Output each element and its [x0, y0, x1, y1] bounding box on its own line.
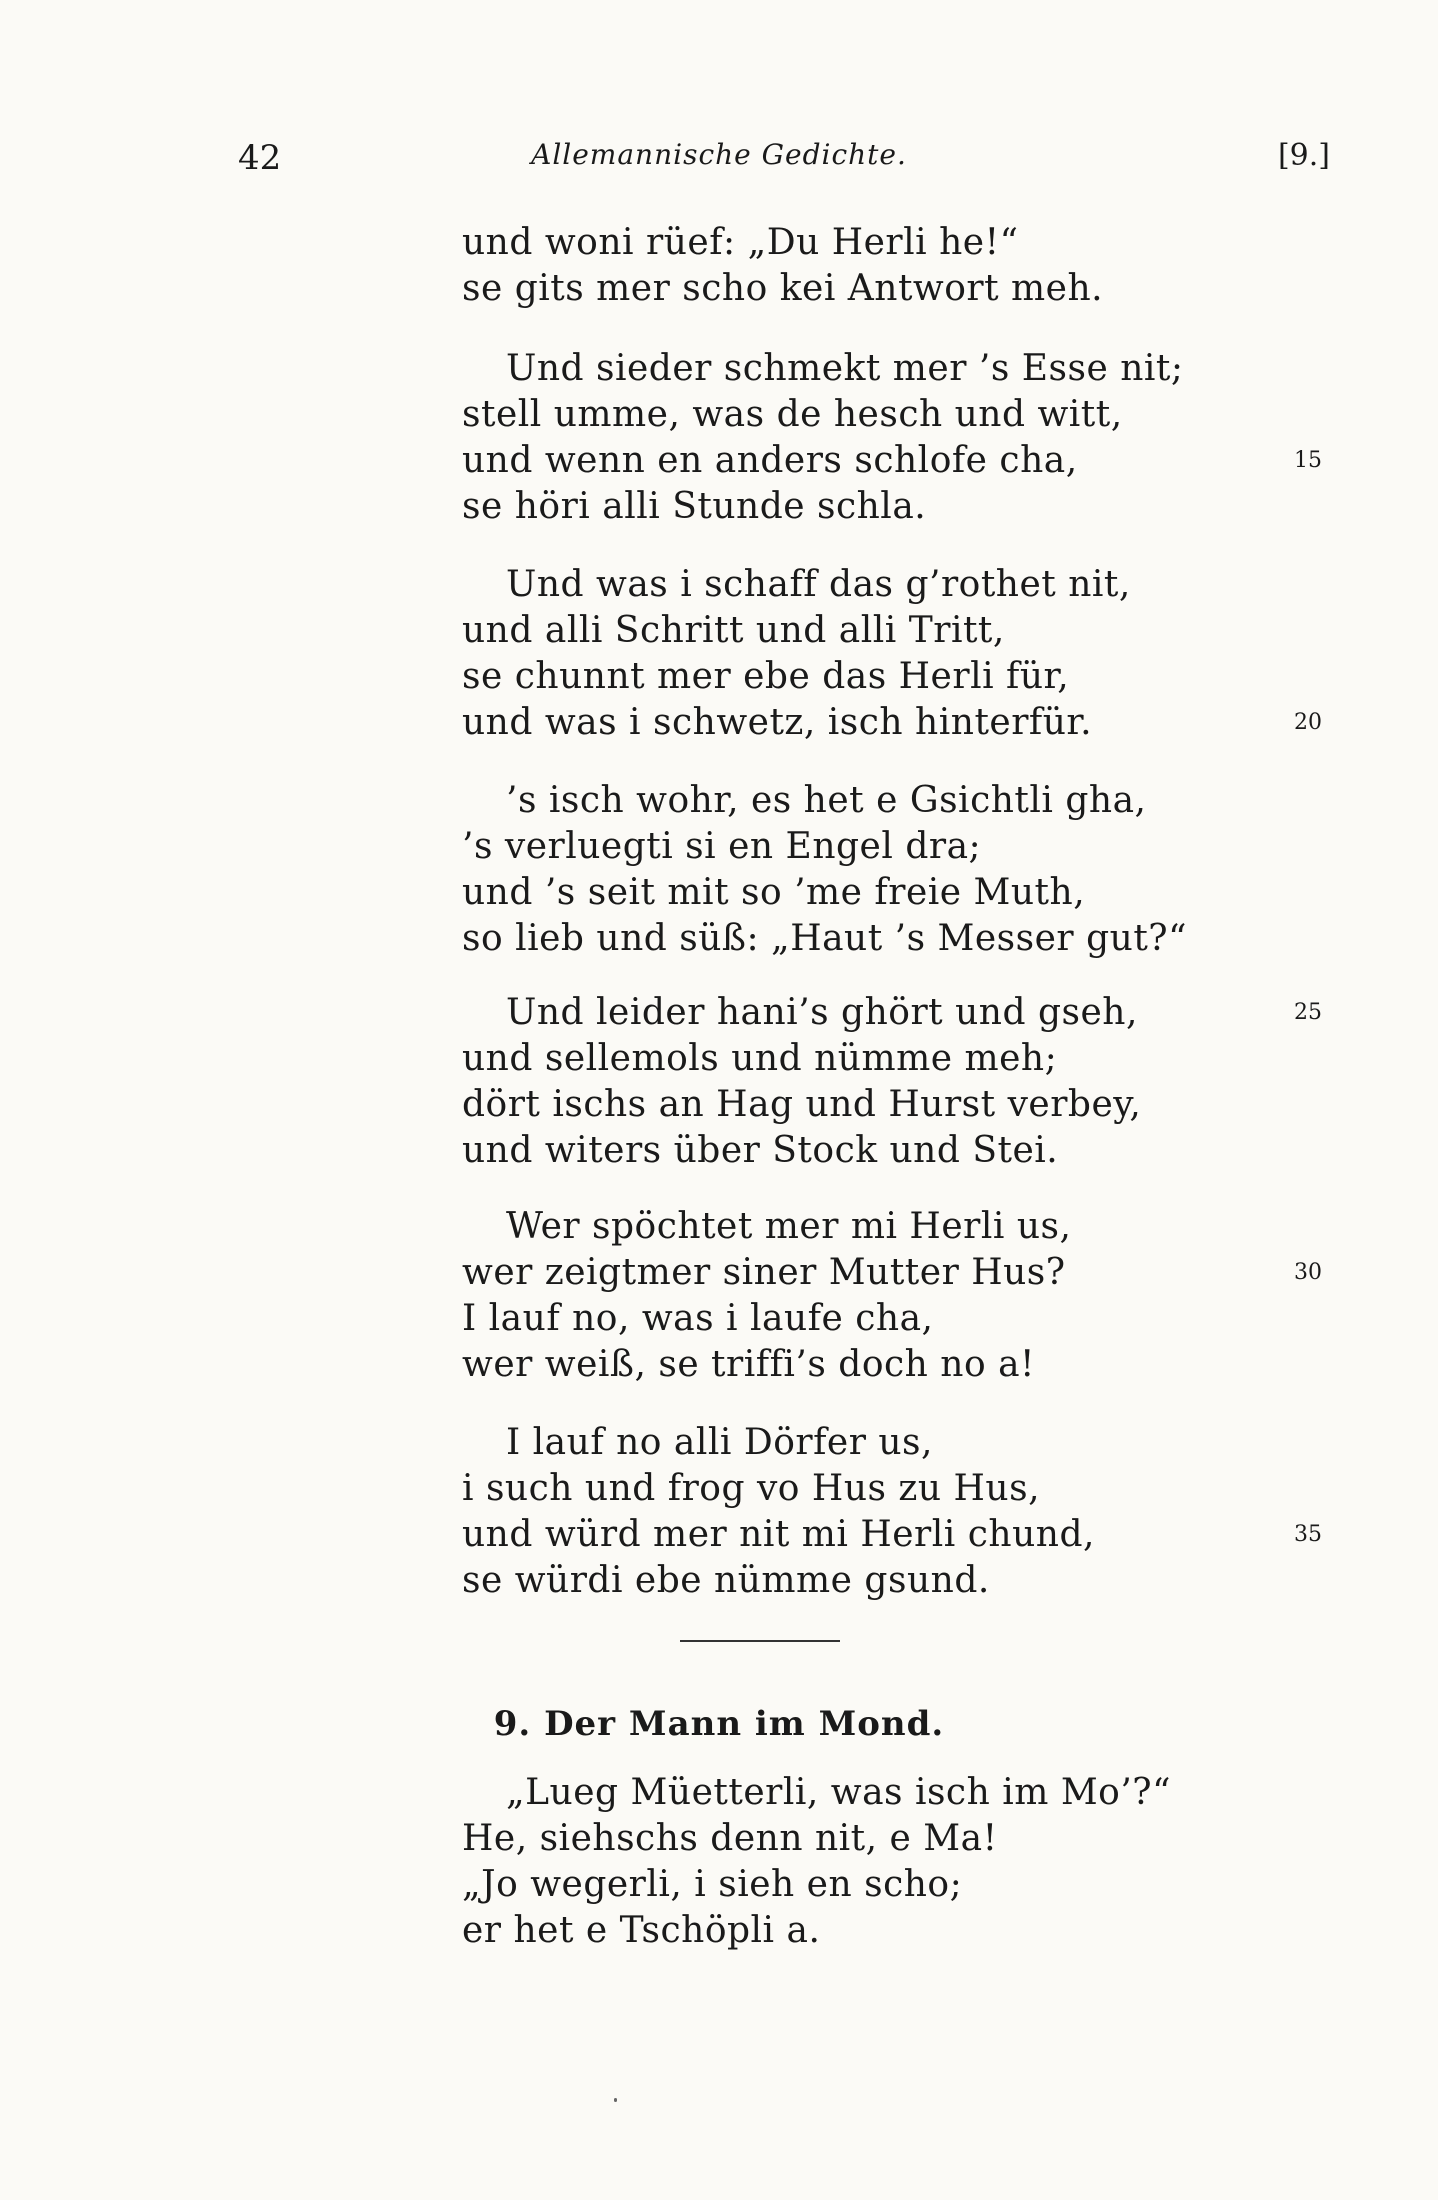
- poem-line: dört ischs an Hag und Hurst verbey,: [462, 1084, 1142, 1125]
- chapter-reference: [9.]: [1277, 138, 1330, 173]
- poem-line: Und sieder schmekt mer ’s Esse nit;: [506, 348, 1184, 389]
- poem-line: I lauf no, was i laufe cha,: [462, 1298, 934, 1339]
- poem-line: und ’s seit mit so ’me freie Muth,: [462, 872, 1086, 913]
- page-header: [0, 138, 1438, 188]
- poem-line: Wer spöchtet mer mi Herli us,: [506, 1206, 1072, 1247]
- paper-speck: [614, 2098, 617, 2102]
- running-title: Allemannische Gedichte.: [531, 138, 907, 171]
- poem-line: ’s verluegti si en Engel dra;: [462, 826, 982, 867]
- poem-line: se würdi ebe nümme gsund.: [462, 1560, 990, 1601]
- line-number: 25: [1294, 1000, 1322, 1025]
- poem-line: und was i schwetz, isch hinterfür.: [462, 702, 1093, 743]
- poem-line: und alli Schritt und alli Tritt,: [462, 610, 1005, 651]
- poem-line: He, siehschs denn nit, e Ma!: [462, 1818, 998, 1859]
- poem-line: wer zeigtmer siner Mutter Hus?: [462, 1252, 1066, 1293]
- poem-line: I lauf no alli Dörfer us,: [506, 1422, 933, 1463]
- line-number: 20: [1294, 710, 1322, 735]
- poem-line: und sellemols und nümme meh;: [462, 1038, 1058, 1079]
- poem-line: Und leider hani’s ghört und gseh,: [506, 992, 1138, 1033]
- poem-line: Und was i schaff das g’rothet nit,: [506, 564, 1131, 605]
- poem-line: se chunnt mer ebe das Herli für,: [462, 656, 1070, 697]
- poem-line: stell umme, was de hesch und witt,: [462, 394, 1123, 435]
- poem-line: und witers über Stock und Stei.: [462, 1130, 1059, 1171]
- poem-line: se höri alli Stunde schla.: [462, 486, 927, 527]
- section-divider: [680, 1640, 840, 1642]
- line-number: 35: [1294, 1522, 1322, 1547]
- poem-line: und würd mer nit mi Herli chund,: [462, 1514, 1095, 1555]
- line-number: 30: [1294, 1260, 1322, 1285]
- poem-line: i such und frog vo Hus zu Hus,: [462, 1468, 1041, 1509]
- poem-line: so lieb und süß: „Haut ’s Messer gut?“: [462, 918, 1187, 959]
- poem-line: se gits mer scho kei Antwort meh.: [462, 268, 1104, 309]
- line-number: 15: [1294, 448, 1322, 473]
- poem-line: und wenn en anders schlofe cha,: [462, 440, 1078, 481]
- poem-line: er het e Tschöpli a.: [462, 1910, 821, 1951]
- poem-line: „Jo wegerli, i sieh en scho;: [462, 1864, 963, 1905]
- poem-line: ’s isch wohr, es het e Gsichtli gha,: [506, 780, 1147, 821]
- page-number: 42: [238, 138, 282, 178]
- poem-line: „Lueg Müetterli, was isch im Mo’?“: [506, 1772, 1171, 1813]
- poem-line: und woni rüef: „Du Herli he!“: [462, 222, 1019, 263]
- poem-title: 9. Der Mann im Mond.: [493, 1704, 945, 1744]
- poem-line: wer weiß, se triffi’s doch no a!: [462, 1344, 1036, 1385]
